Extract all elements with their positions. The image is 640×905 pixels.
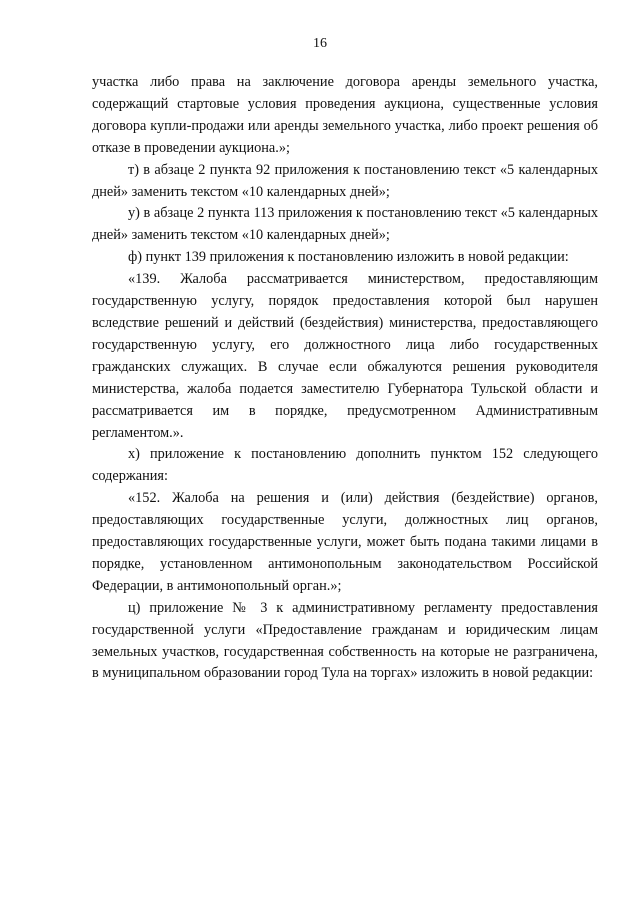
paragraph-item-ts: ц) приложение № 3 к административному регламенту предоставления государственной услуги «Предоставление гражданам и юридическим лицам земельных участков, государственная собственность на которые не разграничена, в муниципальном образовании город Тула на торгах» изложить в новой редакции: [92,599,598,682]
paragraph-quote-139: «139. Жалоба рассматривается министерством, предоставляющим государственную услугу, порядок предоставления которой был нарушен вследствие решений и действий (бездействия) министерства, предоставляющего государственную услугу, его должностного лица либо государственных гражданских служащих. В случае если обжалуются решения руководителя министерства, жалоба подается заместителю Губернатора Тульской области и рассматривается им в порядке, предусмотренном Административным регламентом.». [92,271,598,441]
paragraph-item-kh: х) приложение к постановлению дополнить пунктом 152 следующего содержания: [92,446,598,485]
paragraph-item-u: у) в абзаце 2 пункта 113 приложения к постановлению текст «5 календарных дней» заменить текстом «10 календарных дней»; [92,205,598,244]
document-body [92,72,598,685]
paragraph-item-f: ф) пункт 139 приложения к постановлению изложить в новой редакции: [128,249,569,266]
paragraph-item-t: т) в абзаце 2 пункта 92 приложения к постановлению текст «5 календарных дней» заменить текстом «10 календарных дней»; [92,161,598,200]
paragraph-quote-152: «152. Жалоба на решения и (или) действия (бездействие) органов, предоставляющих государственные услуги, должностных лиц органов, предоставляющих государственные услуги, может быть подана такими лицами в порядке, установленном антимонопольным законодательством Российской Федерации, в антимонопольный орган.»; [92,490,598,594]
paragraph-continuation: участка либо права на заключение договора аренды земельного участка, содержащий стартовые условия проведения аукциона, существенные условия договора купли-продажи или аренды земельного участка, либо проект решения об отказе в проведении аукциона.»; [92,74,598,156]
page-number: 16 [313,36,327,51]
